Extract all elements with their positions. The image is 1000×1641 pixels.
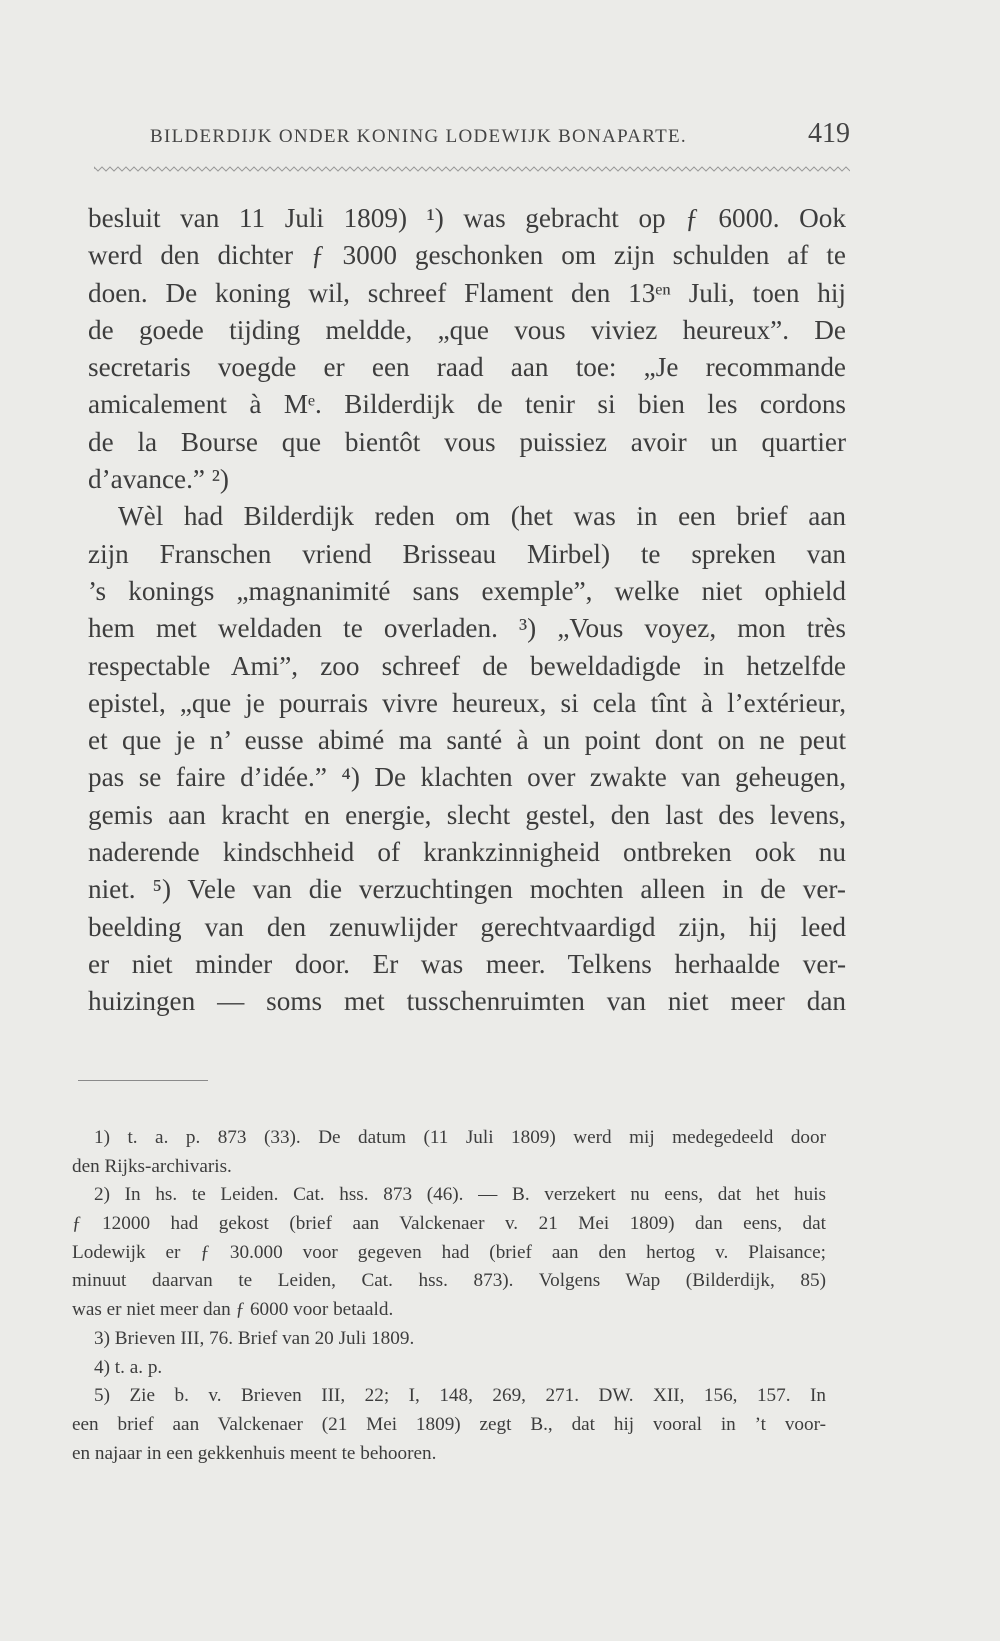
page-number: 419 bbox=[808, 118, 850, 149]
footnote-line: een brief aan Valckenaer (21 Mei 1809) zegt B., dat hij vooral in ’t voor- bbox=[72, 1413, 826, 1435]
body-line: pas se faire d’idée.” ⁴) De klachten over zwakte van geheugen, bbox=[88, 762, 846, 793]
running-title: BILDERDIJK ONDER KONING LODEWIJK BONAPARTE. bbox=[150, 126, 687, 147]
footnotes bbox=[72, 1124, 826, 1468]
body-line: werd den dichter ƒ 3000 geschonken om zijn schulden af te bbox=[88, 240, 846, 271]
body-line: de la Bourse que bientôt vous puissiez avoir un quartier bbox=[88, 426, 846, 457]
body-line: hem met weldaden te overladen. ³) „Vous voyez, mon très bbox=[88, 613, 846, 644]
body-line: naderende kindschheid of krankzinnigheid ontbreken ook nu bbox=[88, 837, 846, 868]
body-line: d’avance.” ²) bbox=[88, 464, 229, 495]
footnote-rule bbox=[78, 1080, 208, 1081]
body-line: er niet minder door. Er was meer. Telkens herhaalde ver- bbox=[88, 948, 846, 979]
footnote-line: 5) Zie b. v. Brieven III, 22; I, 148, 269, 271. DW. XII, 156, 157. In bbox=[94, 1385, 826, 1407]
footnote-line: was er niet meer dan ƒ 6000 voor betaald. bbox=[72, 1299, 394, 1321]
footnote-line: 3) Brieven III, 76. Brief van 20 Juli 1809. bbox=[94, 1327, 415, 1349]
footnote-line: en najaar in een gekkenhuis meent te behooren. bbox=[72, 1442, 437, 1464]
footnote-line: den Rijks-archivaris. bbox=[72, 1155, 232, 1177]
body-line: besluit van 11 Juli 1809) ¹) was gebracht op ƒ 6000. Ook bbox=[88, 203, 846, 233]
body-line: et que je n’ eusse abimé ma santé à un point dont on ne peut bbox=[88, 725, 846, 756]
footnote-line: 2) In hs. te Leiden. Cat. hss. 873 (46). — B. verzekert nu eens, dat het huis bbox=[94, 1184, 826, 1206]
header-rule bbox=[94, 164, 850, 174]
body-line: doen. De koning wil, schreef Flament den 13ᵉⁿ Juli, toen hij bbox=[88, 277, 846, 308]
body-line: epistel, „que je pourrais vivre heureux, si cela tînt à l’extérieur, bbox=[88, 687, 846, 718]
body-line: respectable Ami”, zoo schreef de beweldadigde in hetzelfde bbox=[88, 650, 846, 681]
body-line: beelding van den zenuwlijder gerechtvaardigd zijn, hij leed bbox=[88, 911, 846, 942]
footnote-line: 1) t. a. p. 873 (33). De datum (11 Juli 1809) werd mij medegedeeld door bbox=[94, 1127, 826, 1148]
body-line: zijn Franschen vriend Brisseau Mirbel) te spreken van bbox=[88, 538, 846, 569]
body-line: gemis aan kracht en energie, slecht gestel, den last des levens, bbox=[88, 799, 846, 830]
body-line: Wèl had Bilderdijk reden om (het was in een brief aan bbox=[118, 501, 846, 532]
footnote-line: Lodewijk er ƒ 30.000 voor gegeven had (brief aan den hertog v. Plaisance; bbox=[72, 1241, 826, 1263]
body-text bbox=[88, 200, 846, 1021]
page-header bbox=[150, 118, 850, 158]
body-line: niet. ⁵) Vele van die verzuchtingen mochten alleen in de ver- bbox=[88, 874, 846, 905]
footnote-line: 4) t. a. p. bbox=[94, 1356, 163, 1378]
body-line: amicalement à Mᵉ. Bilderdijk de tenir si bien les cordons bbox=[88, 389, 846, 420]
body-line: de goede tijding meldde, „que vous viviez heureux”. De bbox=[88, 314, 846, 345]
footnote-line: ƒ 12000 had gekost (brief aan Valckenaer v. 21 Mei 1809) dan eens, dat bbox=[72, 1213, 826, 1235]
footnote-line: minuut daarvan te Leiden, Cat. hss. 873). Volgens Wap (Bilderdijk, 85) bbox=[72, 1270, 826, 1292]
body-line: ’s konings „magnanimité sans exemple”, welke niet ophield bbox=[88, 575, 846, 606]
body-line: huizingen — soms met tusschenruimten van niet meer dan bbox=[88, 986, 846, 1017]
body-line: secretaris voegde er een raad aan toe: „Je recommande bbox=[88, 352, 846, 383]
